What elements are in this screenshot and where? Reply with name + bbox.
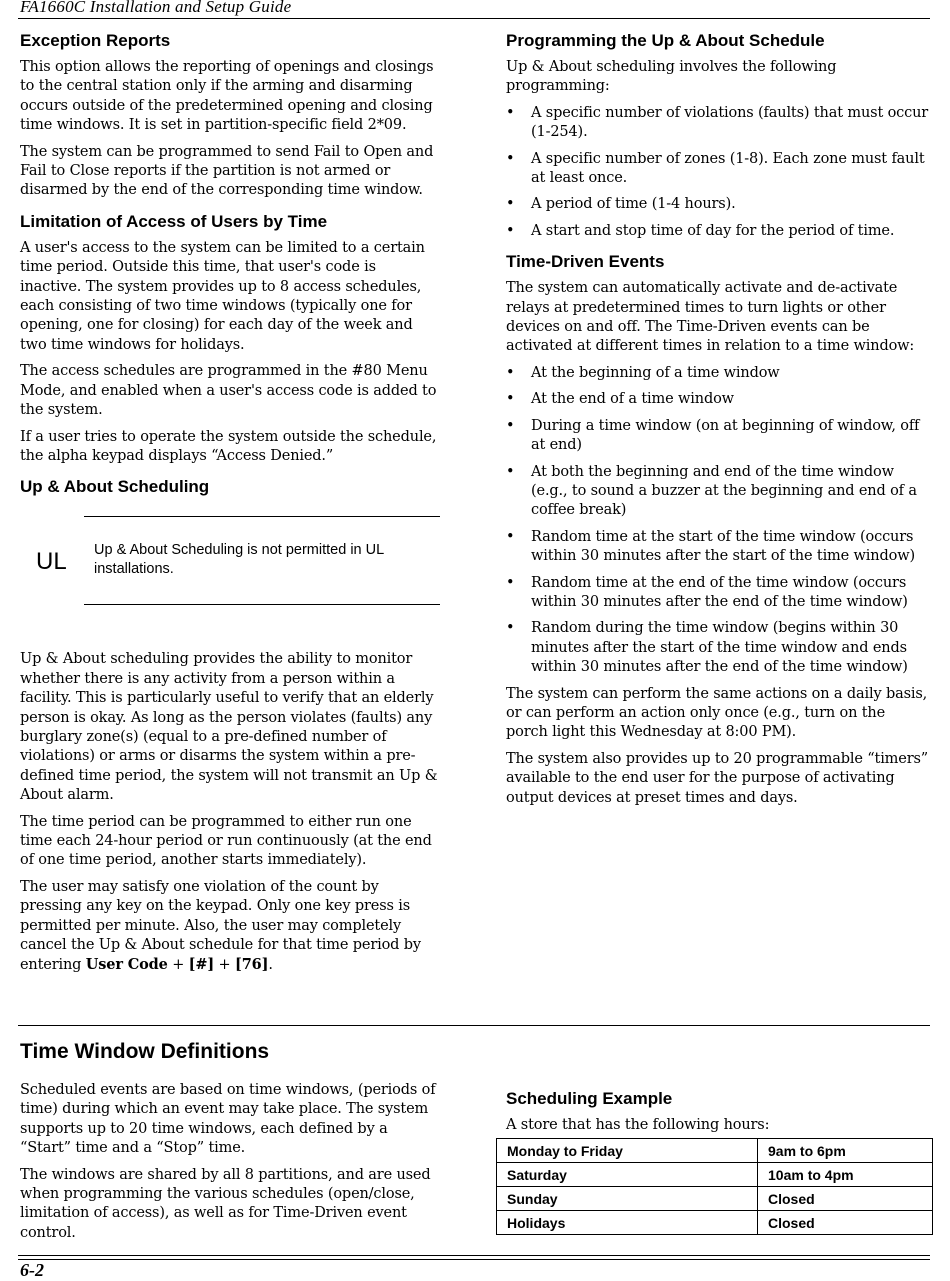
scheduling-example-heading: Scheduling Example (506, 1089, 673, 1108)
list-item-text: At both the beginning and end of the time window (e.g., to sound a buzzer at the beginning and end of a coffee break) (531, 463, 917, 519)
paragraph: This option allows the reporting of openings and closings to the central station only if the arming and disarming occurs outside of the predetermined opening and closing time windows. It is set in partition-specific field 2*09. (20, 59, 434, 134)
list-item (506, 150, 930, 189)
key-user-code: User Code (85, 956, 168, 974)
programming-list (506, 104, 930, 241)
bullet: • (506, 364, 515, 381)
text-run: + (167, 957, 189, 974)
header-rule (18, 18, 930, 19)
limitation-access-heading: Limitation of Access of Users by Time (20, 211, 328, 231)
paragraph (20, 878, 440, 976)
list-item (506, 364, 930, 383)
hours-cell: 9am to 6pm (758, 1139, 933, 1163)
time-driven-heading: Time-Driven Events (506, 252, 665, 272)
page-number: 6-2 (20, 1260, 44, 1280)
list-item (506, 104, 930, 143)
key-hash: [#] (188, 956, 215, 974)
note-top-rule (84, 516, 440, 517)
paragraph: The windows are shared by all 8 partitions, and are used when programming the various schedules (open/close, limitation of access), as well as for Time-Driven event control. (20, 1166, 431, 1241)
left-column (20, 30, 440, 983)
exception-reports-section (20, 30, 440, 201)
text-run: + (214, 957, 235, 974)
note-bottom-rule (84, 604, 440, 605)
table-row (497, 1211, 933, 1235)
day-cell: Monday to Friday (497, 1139, 758, 1163)
table-row (497, 1187, 933, 1211)
text-run: . (268, 957, 273, 974)
bullet: • (506, 528, 515, 545)
list-item (506, 574, 930, 613)
paragraph: The system can be programmed to send Fail to Open and Fail to Close reports if the partition is not armed or disarmed by the end of the corresponding time window. (20, 143, 434, 199)
paragraph: The time period can be programmed to either run one time each 24-hour period or run continuously (at the end of one time period, another starts immediately). (20, 813, 432, 869)
bullet: • (506, 574, 515, 591)
paragraph: Up & About scheduling involves the following programming: (506, 59, 837, 95)
list-item-text: During a time window (on at beginning of window, off at end) (531, 417, 920, 454)
day-cell: Sunday (497, 1187, 758, 1211)
list-item (506, 619, 930, 677)
time-driven-list (506, 364, 930, 678)
paragraph: The system also provides up to 20 programmable “timers” available to the end user for the purpose of activating output devices at preset times and days. (506, 750, 929, 806)
paragraph: A user's access to the system can be limited to a certain time period. Outside this time, that user's code is inactive. The system provides up to 8 access schedules, each consisting of two time windows (typically one for opening, one for closing) for each day of the week and two time windows for holidays. (20, 239, 425, 353)
bullet: • (506, 104, 515, 121)
paragraph: The system can perform the same actions on a daily basis, or can perform an action only once (e.g., turn on the porch light this Wednesday at 8:00 PM). (506, 685, 928, 741)
list-item-text: Random time at the end of the time window (occurs within 30 minutes after the end of the time window) (531, 574, 908, 610)
table-row (497, 1139, 933, 1163)
footer-rule-bottom (18, 1259, 930, 1260)
ul-note-box (20, 508, 440, 636)
limitation-access-section (20, 211, 440, 466)
time-driven-section (506, 251, 930, 808)
footer-rule-top (18, 1255, 930, 1256)
list-item (506, 195, 930, 214)
day-cell: Holidays (497, 1211, 758, 1235)
list-item (506, 390, 930, 409)
time-window-section (20, 1081, 440, 1250)
bullet: • (506, 196, 515, 213)
table-row (497, 1163, 933, 1187)
paragraph: Scheduled events are based on time windows, (periods of time) during which an event may take place. The system supports up to 20 time windows, each defined by a “Start” time and a “Stop” time. (20, 1082, 436, 1157)
list-item (506, 222, 930, 241)
hours-cell: 10am to 4pm (758, 1163, 933, 1187)
hours-cell: Closed (758, 1187, 933, 1211)
paragraph: Up & About scheduling provides the ability to monitor whether there is any activity from a person within a facility. This is particularly useful to verify that an elderly person is okay. As long as the person violates (faults) any burglary zone(s) (equal to a pre-defined number of violations) or arms or disarms the system within a pre-defined time period, the system will not transmit an Up & About alarm. (20, 651, 438, 804)
programming-section (506, 30, 930, 241)
list-item (506, 417, 930, 456)
bullet: • (506, 391, 515, 408)
paragraph: The access schedules are programmed in the #80 Menu Mode, and enabled when a user's access code is added to the system. (20, 363, 437, 419)
list-item-text: A period of time (1-4 hours). (531, 196, 736, 213)
paragraph: If a user tries to operate the system outside the schedule, the alpha keypad displays “Access Denied.” (20, 428, 437, 464)
paragraph: The system can automatically activate and de-activate relays at predetermined times to turn lights or other devices on and off. The Time-Driven events can be activated at different times in relation to a time window: (506, 280, 915, 355)
list-item-text: At the beginning of a time window (531, 364, 780, 381)
list-item-text: A specific number of zones (1-8). Each zone must fault at least once. (531, 150, 925, 187)
bullet: • (506, 150, 515, 167)
bullet: • (506, 620, 515, 637)
running-header: FA1660C Installation and Setup Guide (20, 0, 292, 16)
section-separator (18, 1025, 930, 1026)
text-run: The user may satisfy one violation of the count by pressing any key on the keypad. Only one key press is permitted per minute. Also, the user may completely cancel the Up & About schedule for that time period by entering (20, 878, 421, 974)
list-item-text: A start and stop time of day for the period of time. (531, 222, 895, 239)
hours-cell: Closed (758, 1211, 933, 1235)
day-cell: Saturday (497, 1163, 758, 1187)
ul-mark: UL (36, 548, 67, 576)
list-item-text: A specific number of violations (faults) that must occur (1-254). (531, 104, 929, 141)
ul-note-text: Up & About Scheduling is not permitted in UL installations. (94, 542, 384, 578)
exception-reports-heading: Exception Reports (20, 31, 171, 50)
list-item-text: Random during the time window (begins within 30 minutes after the start of the time window and ends within 30 minutes after the end of the time window) (531, 620, 908, 676)
list-item-text: At the end of a time window (531, 391, 734, 408)
programming-heading: Programming the Up & About Schedule (506, 31, 825, 50)
paragraph: A store that has the following hours: (506, 1117, 770, 1133)
list-item (506, 463, 930, 521)
up-about-section (20, 476, 440, 976)
right-column (506, 30, 930, 815)
list-item-text: Random time at the start of the time window (occurs within 30 minutes after the start of the time window) (531, 528, 915, 565)
scheduling-example-section (506, 1088, 930, 1235)
list-item (506, 528, 930, 567)
bullet: • (506, 222, 515, 239)
key-76: [76] (235, 956, 269, 974)
store-hours-table (496, 1138, 933, 1235)
time-window-definitions-heading: Time Window Definitions (20, 1040, 270, 1063)
up-about-heading: Up & About Scheduling (20, 477, 210, 497)
bullet: • (506, 417, 515, 434)
bullet: • (506, 463, 515, 480)
